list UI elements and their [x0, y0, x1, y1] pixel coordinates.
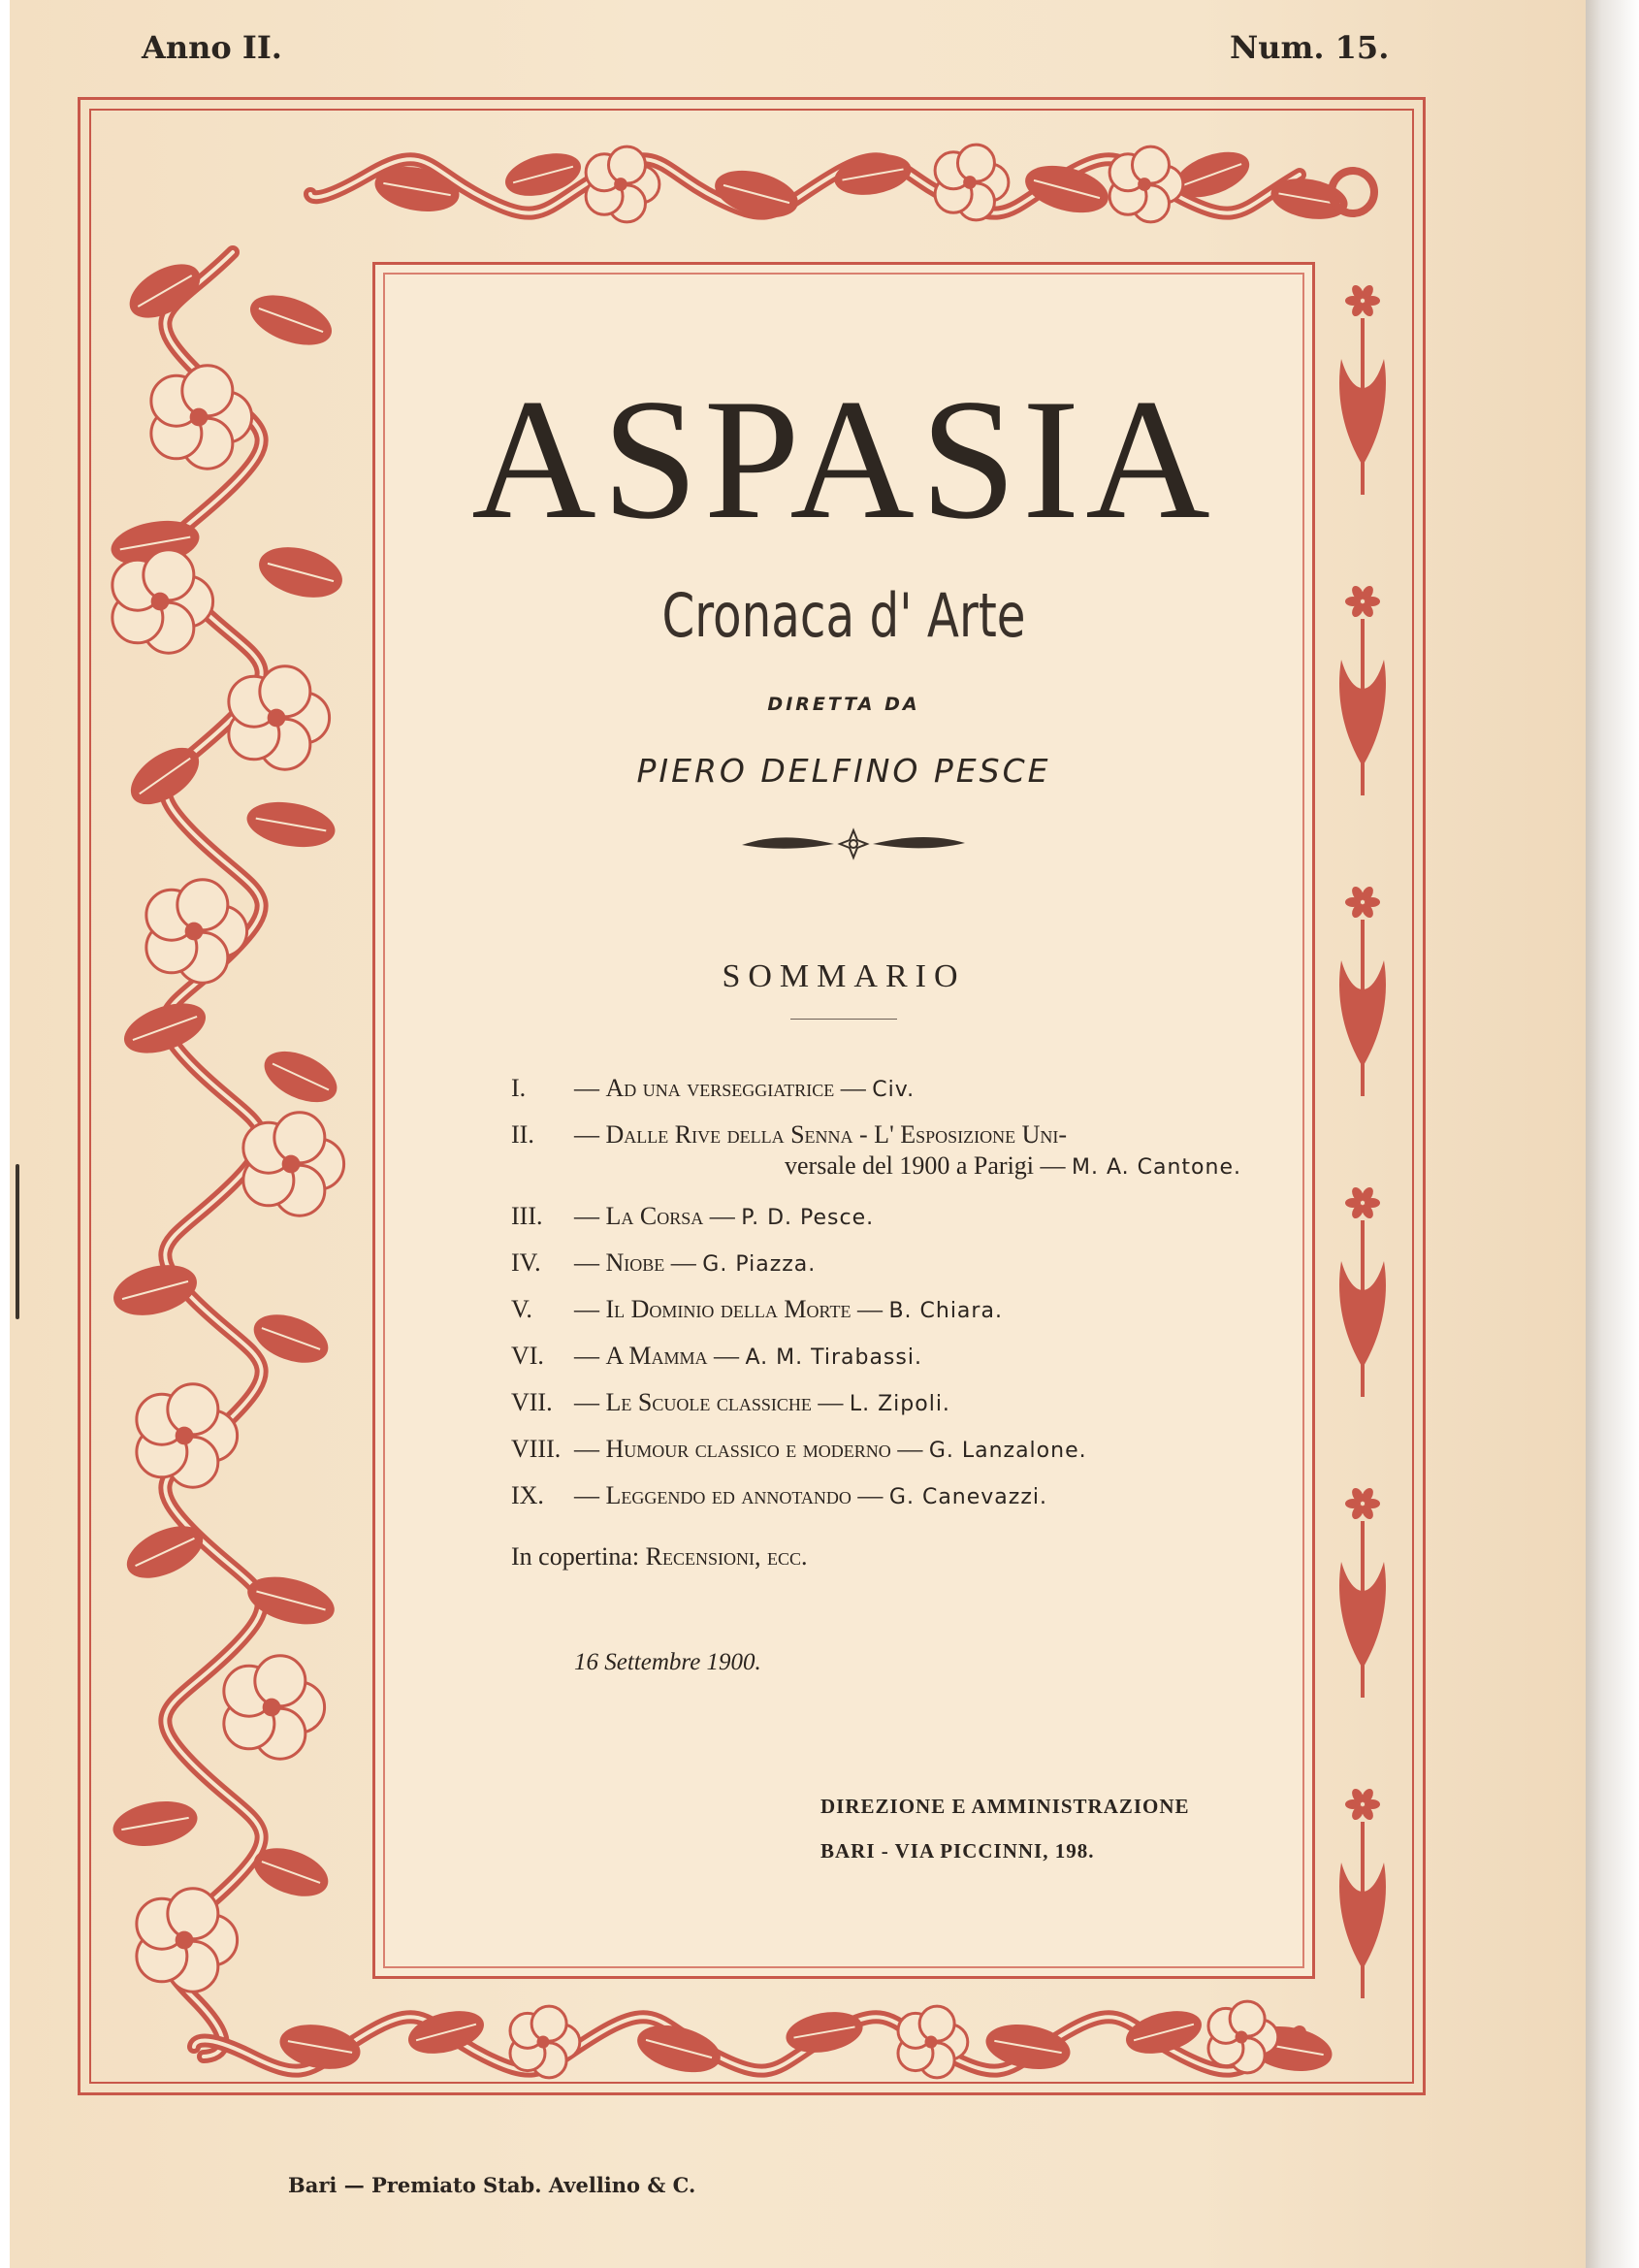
- item-title: Il Dominio della Morte: [605, 1295, 852, 1323]
- magazine-subtitle: Cronaca d' Arte: [661, 580, 1026, 651]
- divider: [790, 1019, 897, 1020]
- cover-note-value: Recensioni, ecc.: [645, 1542, 808, 1571]
- list-item: IV. — Niobe — G. Piazza.: [511, 1248, 817, 1277]
- flower-ornament: [137, 1889, 238, 1992]
- item-author: A. M. Tirabassi.: [745, 1345, 922, 1370]
- tulip-ornament: [1339, 885, 1386, 1096]
- item-title: La Corsa: [605, 1202, 704, 1230]
- tulip-ornament: [1339, 1486, 1386, 1698]
- flower-ornament: [243, 1113, 344, 1215]
- item-author: G. Piazza.: [702, 1252, 817, 1277]
- item-number: V.: [511, 1295, 532, 1323]
- director-name: PIERO DELFINO PESCE: [636, 752, 1051, 790]
- item-author: P. D. Pesce.: [741, 1206, 875, 1230]
- item-number: VI.: [511, 1342, 544, 1370]
- item-title: Le Scuole classiche: [605, 1388, 812, 1416]
- issue-date: 16 Settembre 1900.: [574, 1649, 761, 1675]
- flower-ornament: [137, 1384, 238, 1487]
- address-line-1: DIREZIONE E AMMINISTRAZIONE: [820, 1795, 1190, 1818]
- item-author: L. Zipoli.: [849, 1392, 950, 1416]
- list-item: III. — La Corsa — P. D. Pesce.: [511, 1202, 875, 1230]
- list-item: VI. — A Mamma — A. M. Tirabassi.: [511, 1342, 922, 1370]
- tulip-ornament: [1339, 1185, 1386, 1397]
- printer-footer: Bari — Premiato Stab. Avellino & C.: [288, 2173, 696, 2197]
- item-title: Leggendo ed annotando: [605, 1481, 852, 1509]
- magazine-title: ASPASIA: [471, 363, 1216, 555]
- directed-by-label: DIRETTA DA: [767, 694, 920, 715]
- item-title-continued: versale del 1900 a Parigi: [785, 1151, 1035, 1180]
- item-title: Niobe: [605, 1248, 665, 1277]
- flower-ornament: [224, 1656, 325, 1759]
- item-title: Humour classico e moderno: [605, 1435, 891, 1463]
- list-item: I. — Ad una verseggiatrice — Civ.: [511, 1074, 916, 1102]
- summary-heading: SOMMARIO: [722, 958, 966, 994]
- list-item: IX. — Leggendo ed annotando — G. Canevazzi.: [511, 1481, 1047, 1509]
- item-author: G. Lanzalone.: [928, 1439, 1087, 1463]
- fleuron-ornament: [737, 820, 970, 868]
- item-number: IX.: [511, 1481, 544, 1509]
- item-author: Civ.: [872, 1078, 916, 1102]
- item-title: Dalle Rive della Senna - L' Esposizione Uni-: [605, 1120, 1068, 1149]
- item-author: B. Chiara.: [888, 1299, 1003, 1323]
- cover-note-label: In copertina:: [511, 1542, 640, 1571]
- item-title: Ad una verseggiatrice: [605, 1074, 835, 1102]
- item-number: VIII.: [511, 1435, 562, 1463]
- table-of-contents: [511, 1073, 1248, 1527]
- item-number: I.: [511, 1074, 527, 1102]
- item-title: A Mamma: [605, 1342, 708, 1370]
- issue-number: Num. 15.: [1230, 29, 1390, 66]
- flower-ornament: [1109, 146, 1183, 222]
- tulip-ornament: [1339, 283, 1386, 495]
- item-number: II.: [511, 1120, 534, 1149]
- flower-ornament: [112, 550, 213, 653]
- tulip-ornament: [1339, 584, 1386, 795]
- cover-note: [511, 1542, 807, 1571]
- item-number: VII.: [511, 1388, 553, 1416]
- item-author: G. Canevazzi.: [888, 1485, 1047, 1509]
- flower-ornament: [510, 2006, 580, 2078]
- list-item: VII. — Le Scuole classiche — L. Zipoli.: [511, 1388, 950, 1416]
- list-item: VIII. — Humour classico e moderno — G. Lanzalone.: [511, 1435, 1087, 1463]
- list-item: V. — Il Dominio della Morte — B. Chiara.: [511, 1295, 1003, 1323]
- tulip-ornament: [1339, 1787, 1386, 1998]
- flower-ornament: [229, 666, 330, 769]
- item-author: M. A. Cantone.: [1072, 1155, 1241, 1180]
- issue-year: Anno II.: [142, 29, 282, 66]
- flower-ornament: [146, 880, 247, 983]
- list-item: II. — Dalle Rive della Senna - L' Esposizione Uni- versale del 1900 a Parigi — M. A. Cantone.: [511, 1120, 1241, 1180]
- item-number: III.: [511, 1202, 543, 1230]
- item-number: IV.: [511, 1248, 541, 1277]
- address-line-2: BARI - VIA PICCINNI, 198.: [820, 1839, 1095, 1863]
- flower-ornament: [151, 366, 252, 469]
